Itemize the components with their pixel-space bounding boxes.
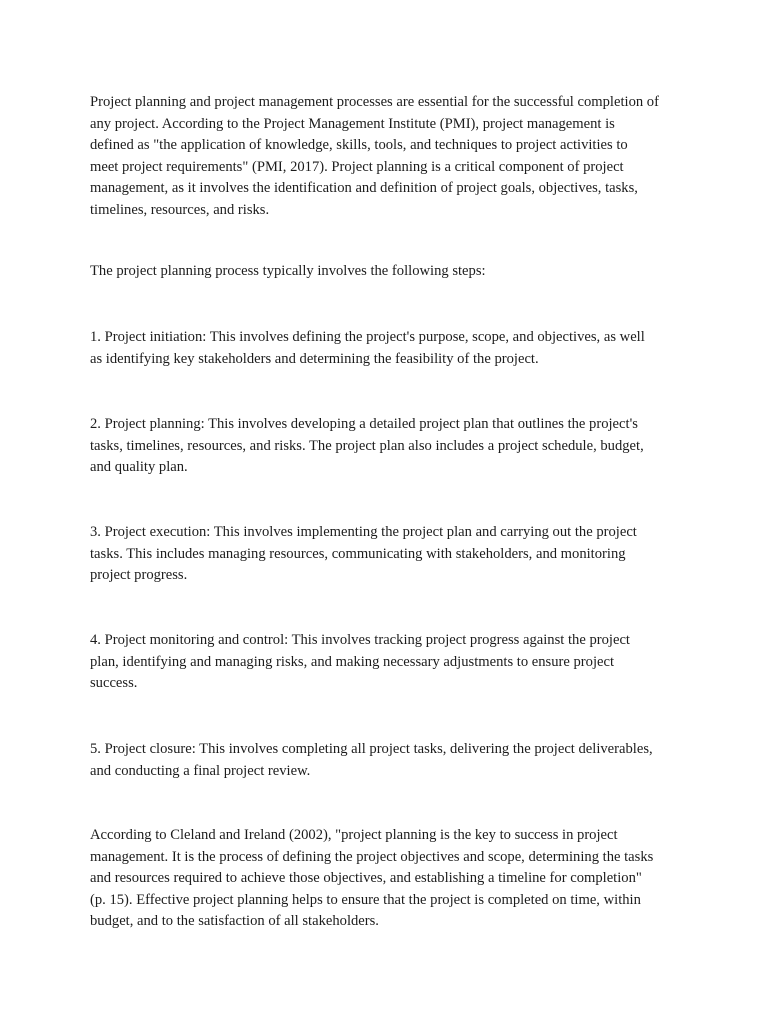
step-4-monitoring-paragraph: 4. Project monitoring and control: This involves tracking project progress against the project plan, identifying and managing risks, and making necessary adjustments to ensure project success. [90,632,630,692]
steps-intro-paragraph: The project planning process typically involves the following steps: [90,263,486,279]
citation-paragraph: According to Cleland and Ireland (2002), "project planning is the key to success in project management. It is the process of defining the project objectives and scope, determining the tasks and resources required to achieve those objectives, and establishing a timeline for completion" (p. 15). Effective project planning helps to ensure that the project is completed on time, within budget, and to the satisfaction of all stakeholders. [90,827,654,930]
step-2-planning-paragraph: 2. Project planning: This involves developing a detailed project plan that outlines the project's tasks, timelines, resources, and risks. The project plan also includes a project schedule, budget, and quality plan. [90,416,644,476]
step-1-initiation-paragraph: 1. Project initiation: This involves defining the project's purpose, scope, and objectives, as well as identifying key stakeholders and determining the feasibility of the project. [90,329,645,367]
step-3-execution-paragraph: 3. Project execution: This involves implementing the project plan and carrying out the project tasks. This includes managing resources, communicating with stakeholders, and monitoring project progress. [90,524,637,584]
intro-paragraph: Project planning and project management processes are essential for the successful completion of any project. According to the Project Management Institute (PMI), project management is defined as "the application of knowledge, skills, tools, and techniques to project activities to meet project requirements" (PMI, 2017). Project planning is a critical component of project management, as it involves the identification and definition of project goals, objectives, tasks, timelines, resources, and risks. [90,94,659,218]
step-5-closure-paragraph: 5. Project closure: This involves completing all project tasks, delivering the project deliverables, and conducting a final project review. [90,741,653,779]
